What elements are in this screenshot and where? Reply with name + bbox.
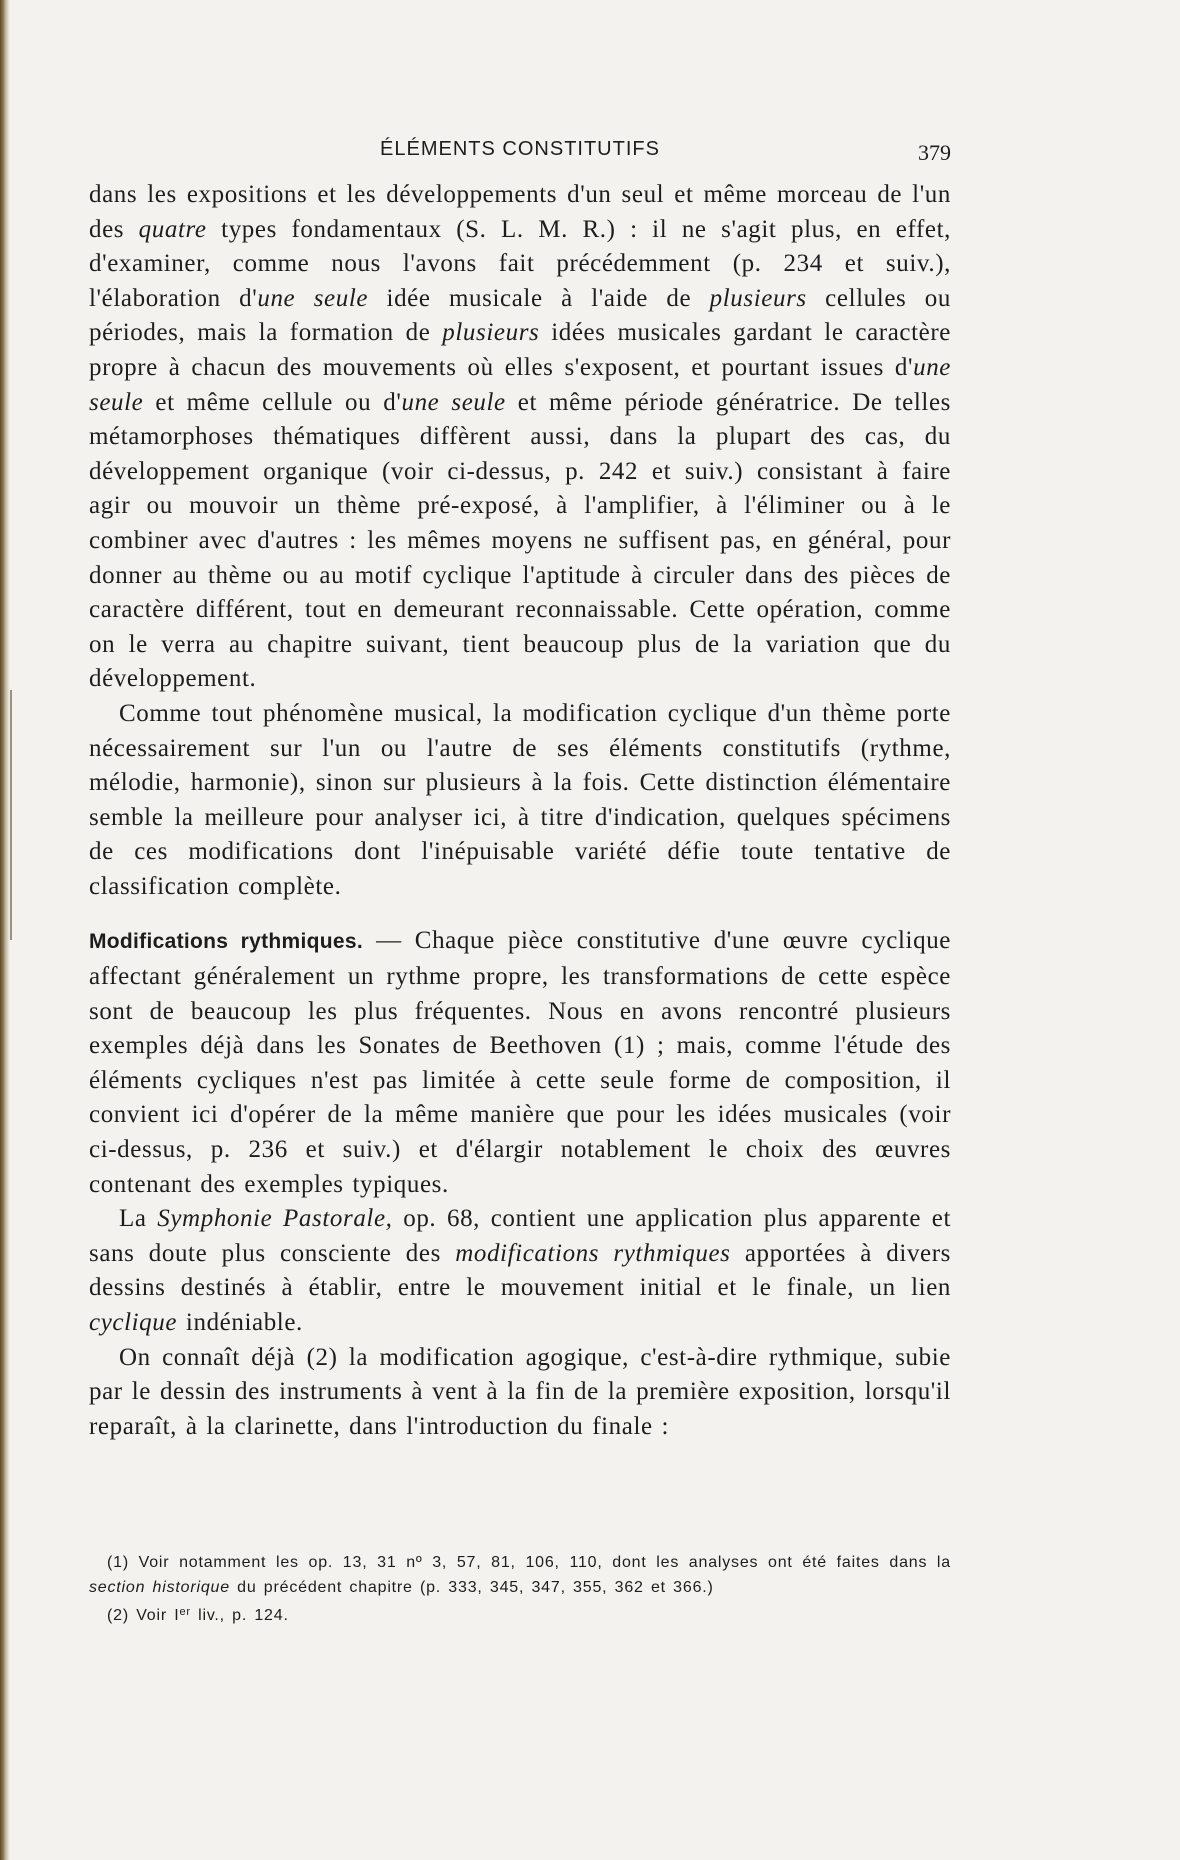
footnote-2: [89, 1600, 951, 1628]
text-run: indéniable.: [177, 1309, 303, 1336]
text-run: (2) Voir I: [107, 1607, 180, 1624]
text-run: dans les expositions et les développements d'un seul et même morceau de l'un des: [89, 181, 951, 243]
text-run: et même cellule ou d': [143, 388, 402, 416]
text-run: types fondamentaux (S. L. M. R.) : il ne s'agit plus, en effet, d'examiner, comme nous l'avons fait précédemment (p. 234 et suiv.), l'élaboration d': [89, 215, 951, 312]
italic-run: plusieurs: [709, 284, 807, 312]
italic-run: quatre: [138, 215, 207, 243]
italic-run: cyclique: [89, 1309, 178, 1336]
text-run: idées musicales gardant le caractère propre à chacun des mouvements où elles s'exposent, et pourtant issues d': [89, 319, 951, 381]
italic-run: une seule: [89, 353, 951, 416]
page-binding-shadow: [10, 690, 12, 940]
italic-run: Symphonie Pastorale,: [157, 1205, 393, 1233]
paragraph-1: [89, 178, 951, 697]
text-run: liv., p. 124.: [190, 1607, 289, 1624]
italic-run: section historique: [89, 1579, 230, 1596]
running-head: [89, 136, 951, 166]
text-run: apportées à divers dessins destinés à établir, entre le mouvement initial et le finale, un lien: [89, 1239, 951, 1302]
text-run: op. 68, contient une application plus apparente et sans doute plus consciente des: [89, 1205, 951, 1267]
italic-run: plusieurs: [442, 319, 540, 347]
italic-run: modifications rythmiques: [455, 1239, 731, 1267]
paragraph-4: [89, 1202, 951, 1340]
text-run: — Chaque pièce constitutive d'une œuvre cyclique affectant généralement un rythme propre, les transformations de cette espèce sont de beaucoup les plus fréquentes. Nous en avons rencontré plusieurs exemples déjà dans les Sonates de Beethoven (1) ; mais, comme l'étude des éléments cycliques n'est pas limitée à cette seule forme de composition, il convient ici d'opérer de la même manière que pour les idées musicales (voir ci-dessus, p. 236 et suiv.) et d'élargir notablement le choix des œuvres contenant des exemples typiques.: [89, 927, 951, 1198]
text-run: et même période génératrice. De telles métamorphoses thématiques diffèrent aussi, dans la plupart des cas, du développement organique (voir ci-dessus, p. 242 et suiv.) consistant à faire agir ou mouvoir un thème pré-exposé, à l'amplifier, à l'éliminer ou à le combiner avec d'autres : les mêmes moyens ne suffisent pas, en général, pour donner au thème ou au motif cyclique l'aptitude à circuler dans des pièces de caractère différent, tout en demeurant reconnaissable. Cette opération, comme on le verra au chapitre suivant, tient beaucoup plus de la variation que du développement.: [89, 388, 951, 693]
superscript: er: [179, 1606, 191, 1618]
footnote-1: [89, 1550, 951, 1600]
italic-run: une seule: [401, 388, 506, 416]
text-run: du précédent chapitre (p. 333, 345, 347, 355, 362 et 366.): [229, 1579, 714, 1596]
body-text: [89, 178, 951, 1444]
page-binding-edge: [0, 0, 10, 1860]
text-run: cellules ou périodes, mais la formation de: [89, 284, 951, 347]
paragraph-3: [89, 924, 951, 1202]
page-number: 379: [918, 140, 951, 165]
footnotes: [89, 1550, 951, 1628]
italic-run: une seule: [257, 284, 369, 312]
paragraph-2: Comme tout phénomène musical, la modification cyclique d'un thème porte nécessairement sur l'un ou l'autre de ses éléments constitutifs (rythme, mélodie, harmonie), sinon sur plusieurs à la fois. Cette distinction élémentaire semble la meilleure pour analyser ici, à titre d'indication, quelques spécimens de ces modifications dont l'inépuisable variété défie toute tentative de classification complète.: [89, 699, 951, 900]
text-run: idée musicale à l'aide de: [368, 284, 710, 312]
chapter-title: ÉLÉMENTS CONSTITUTIFS: [380, 138, 660, 160]
text-run: La: [119, 1205, 158, 1233]
text-run: (1) Voir notamment les op. 13, 31 nº 3, 57, 81, 106, 110, dont les analyses ont été faites dans la: [107, 1554, 951, 1571]
section-heading: Modifications rythmiques.: [89, 930, 363, 954]
paragraph-5: On connaît déjà (2) la modification agogique, c'est-à-dire rythmique, subie par le dessin des instruments à vent à la fin de la première exposition, lorsqu'il reparaît, à la clarinette, dans l'introduction du finale :: [89, 1343, 951, 1440]
